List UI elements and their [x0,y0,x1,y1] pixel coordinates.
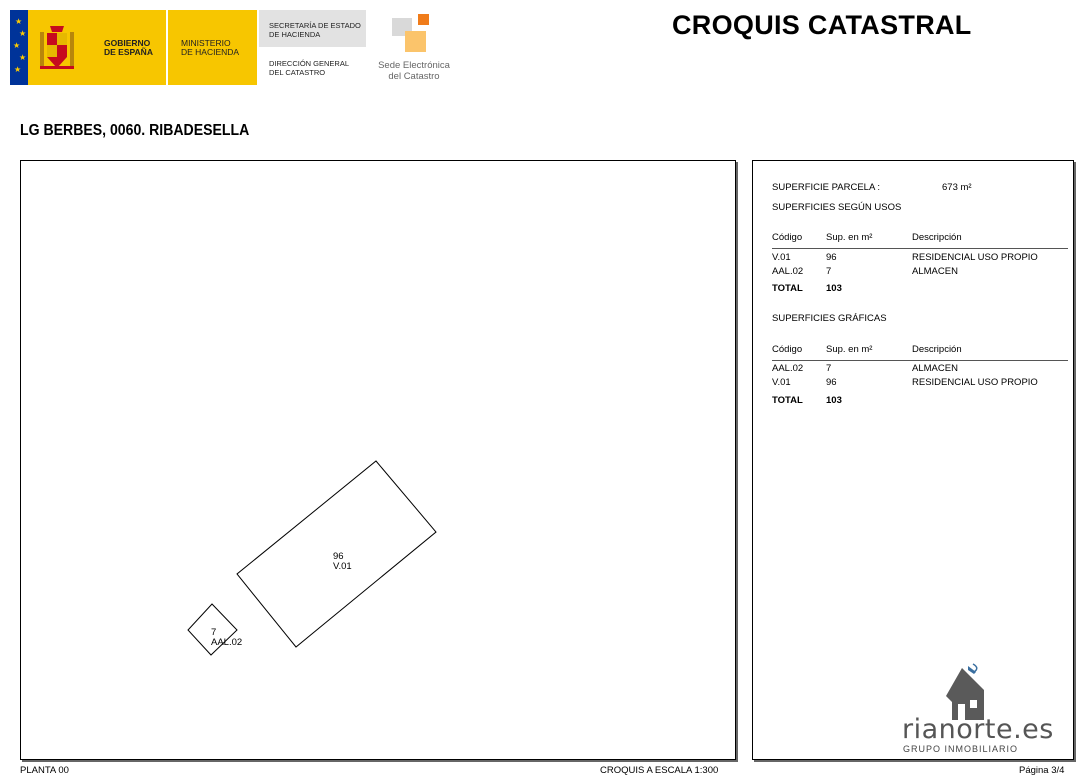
usos-row-2-superficie: 7 [826,266,832,277]
superficie-parcela-label: SUPERFICIE PARCELA : [772,182,881,193]
graficas-row-2-codigo: V.01 [772,377,791,388]
graficas-row-1-codigo: AAL.02 [772,363,804,374]
parcel-v01-code: V.01 [333,561,352,572]
usos-row-2-descripcion: ALMACEN [912,266,958,277]
usos-header-rule [772,248,1068,249]
graficas-row-2-superficie: 96 [826,377,837,388]
usos-col-codigo: Código [772,232,803,243]
rianorte-brand-text: rianorte.es [902,714,1054,745]
ministerio-line-2: DE HACIENDA [181,47,240,57]
cadastral-map-panel [20,160,736,760]
usos-row-2-codigo: AAL.02 [772,266,804,277]
gobierno-line-1: GOBIERNO [104,38,151,48]
graficas-row-2-descripcion: RESIDENCIAL USO PROPIO [912,377,1038,388]
usos-col-descripcion: Descripción [912,232,962,243]
document-title: CROQUIS CATASTRAL [672,10,972,40]
parcel-aal02-area: 7 [211,627,217,638]
usos-total-value: 103 [826,283,842,294]
direccion-line-2: DEL CATASTRO [269,68,326,77]
graficas-row-1-superficie: 7 [826,363,832,374]
gobierno-line-2: DE ESPAÑA [104,47,153,57]
usos-row-1-codigo: V.01 [772,252,791,263]
footer-pagina: Página 3/4 [1019,765,1065,776]
usos-section-title: SUPERFICIES SEGÚN USOS [772,202,902,213]
property-address: LG BERBES, 0060. RIBADESELLA [20,122,250,139]
footer-planta: PLANTA 00 [20,765,69,776]
parcel-aal02-code: AAL.02 [211,637,243,648]
parcel-v01-area: 96 [333,551,344,562]
graficas-col-descripcion: Descripción [912,344,962,355]
sede-squares-icon [372,12,456,56]
sede-electronica-logo [372,12,456,86]
superficie-parcela-value: 673 m² [942,182,972,193]
usos-col-superficie: Sup. en m² [826,232,873,243]
sede-line-2: del Catastro [388,71,440,82]
graficas-header-rule [772,360,1068,361]
secretaria-line-2: DE HACIENDA [269,30,321,39]
direccion-general-block [259,48,366,85]
graficas-section-title: SUPERFICIES GRÁFICAS [772,313,887,324]
rianorte-watermark-logo [894,656,1054,760]
graficas-total-value: 103 [826,395,842,406]
secretaria-line-1: SECRETARÍA DE ESTADO [269,21,361,30]
parcel-sketch [21,161,735,759]
usos-row-1-descripcion: RESIDENCIAL USO PROPIO [912,252,1038,263]
direccion-line-1: DIRECCIÓN GENERAL [269,59,350,68]
coat-of-arms-icon [40,22,74,72]
ministerio-logo [168,10,257,85]
sede-line-1: Sede Electrónica [378,60,450,71]
header [0,0,1080,110]
gobierno-de-espana-logo [28,10,166,85]
eu-spain-flag-stripe: ★ ★ ★ ★ ★ [10,10,28,85]
secretaria-block [259,10,366,47]
graficas-row-1-descripcion: ALMACEN [912,363,958,374]
graficas-col-superficie: Sup. en m² [826,344,873,355]
graficas-col-codigo: Código [772,344,803,355]
usos-total-label: TOTAL [772,283,803,294]
footer-escala: CROQUIS A ESCALA 1:300 [600,765,719,776]
rianorte-subtitle: GRUPO INMOBILIARIO [903,744,1019,754]
graficas-total-label: TOTAL [772,395,803,406]
ministerio-line-1: MINISTERIO [181,38,231,48]
usos-row-1-superficie: 96 [826,252,837,263]
